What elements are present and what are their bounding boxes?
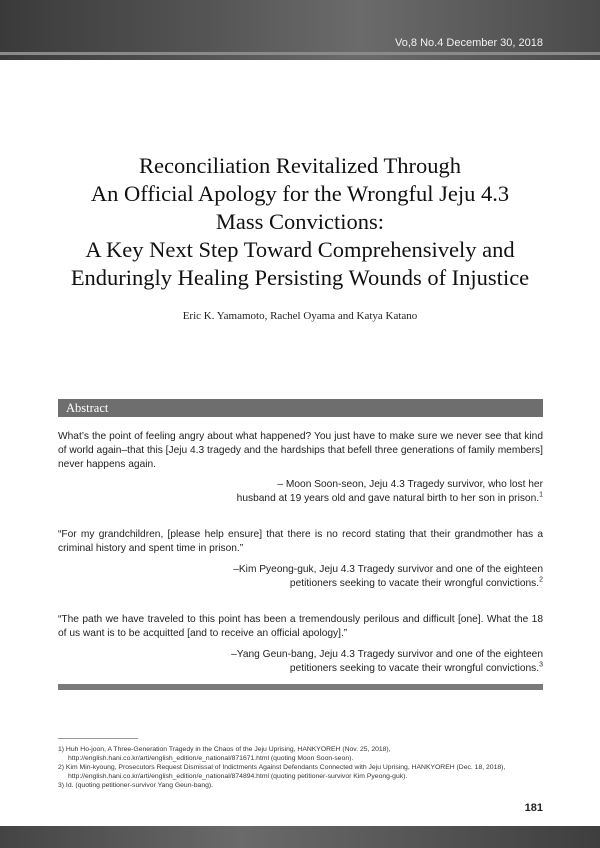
- attr-line: petitioners seeking to vacate their wrongful convictions.: [289, 578, 540, 589]
- quote-attribution: [143, 478, 543, 506]
- abstract-end-rule: [58, 684, 543, 690]
- attr-line: – Moon Soon-seon, Jeju 4.3 Tragedy survivor, who lost her: [277, 479, 543, 490]
- footnote: 2) Kim Min-kyoung, Prosecutors Request Dismissal of Indictments Against Defendants Connected with Jeju Uprising, HANKYOREH (Dec. 18, 2018), http://english.hani.co.kr/arti/english_edition/e_national/874894.html (quoting petitioner-survivor Kim Pyeong-guk).: [58, 764, 506, 780]
- quote-attribution: [143, 648, 543, 676]
- abstract-label: Abstract: [66, 401, 109, 415]
- footnote-ref: 2: [539, 576, 543, 584]
- header-stripe: [0, 52, 600, 55]
- authors: Eric K. Yamamoto, Rachel Oyama and Katya Katano: [182, 310, 418, 322]
- quote-text: What’s the point of feeling angry about what happened? You just have to make sure we never see that kind of world again–that this [Jeju 4.3 tragedy and the hardships that befell three generations of family members] never happens again.: [58, 431, 543, 470]
- attr-line: husband at 19 years old and gave natural birth to her son in prison.: [236, 493, 540, 504]
- footnote: 1) Huh Ho-joon, A Three-Generation Tragedy in the Chaos of the Jeju Uprising, HANKYOREH (Nov. 25, 2018), http://english.hani.co.kr/arti/english_edition/e_national/871671.html (quoting Moon Soon-seon).: [58, 746, 391, 762]
- attr-line: petitioners seeking to vacate their wrongful convictions.: [289, 663, 540, 674]
- quote-text: “The path we have traveled to this point has been a tremendously perilous and difficult [one]. What the 18 of us want is to be acquitted [and to receive an official apology].”: [58, 614, 543, 639]
- abstract-heading: [58, 399, 543, 417]
- article-title: [40, 152, 560, 292]
- footnote-ref: 1: [539, 491, 543, 499]
- title-line: Mass Convictions:: [215, 209, 385, 234]
- title-line: Reconciliation Revitalized Through: [139, 153, 461, 178]
- footnote-ref: 3: [539, 661, 543, 669]
- page-number: 181: [524, 802, 543, 814]
- footnotes: [58, 745, 548, 790]
- attr-line: –Kim Pyeong-guk, Jeju 4.3 Tragedy survivor and one of the eighteen: [233, 564, 543, 575]
- header-band: [0, 0, 600, 60]
- quote-attribution: [143, 563, 543, 591]
- title-line: An Official Apology for the Wrongful Jeju 4.3: [90, 181, 510, 206]
- title-line: Enduringly Healing Persisting Wounds of Injustice: [70, 265, 530, 290]
- footnote-rule: [58, 738, 138, 739]
- issue-info: Vo,8 No.4 December 30, 2018: [395, 37, 543, 49]
- attr-line: –Yang Geun-bang, Jeju 4.3 Tragedy survivor and one of the eighteen: [231, 649, 543, 660]
- footnote: 3) Id. (quoting petitioner-survivor Yang Geun-bang).: [58, 782, 214, 789]
- title-line: A Key Next Step Toward Comprehensively and: [85, 237, 515, 262]
- quote-text: “For my grandchildren, [please help ensure] that there is no record stating that their grandmother has a criminal history and spent time in prison.”: [58, 529, 543, 554]
- footer-band: [0, 826, 600, 848]
